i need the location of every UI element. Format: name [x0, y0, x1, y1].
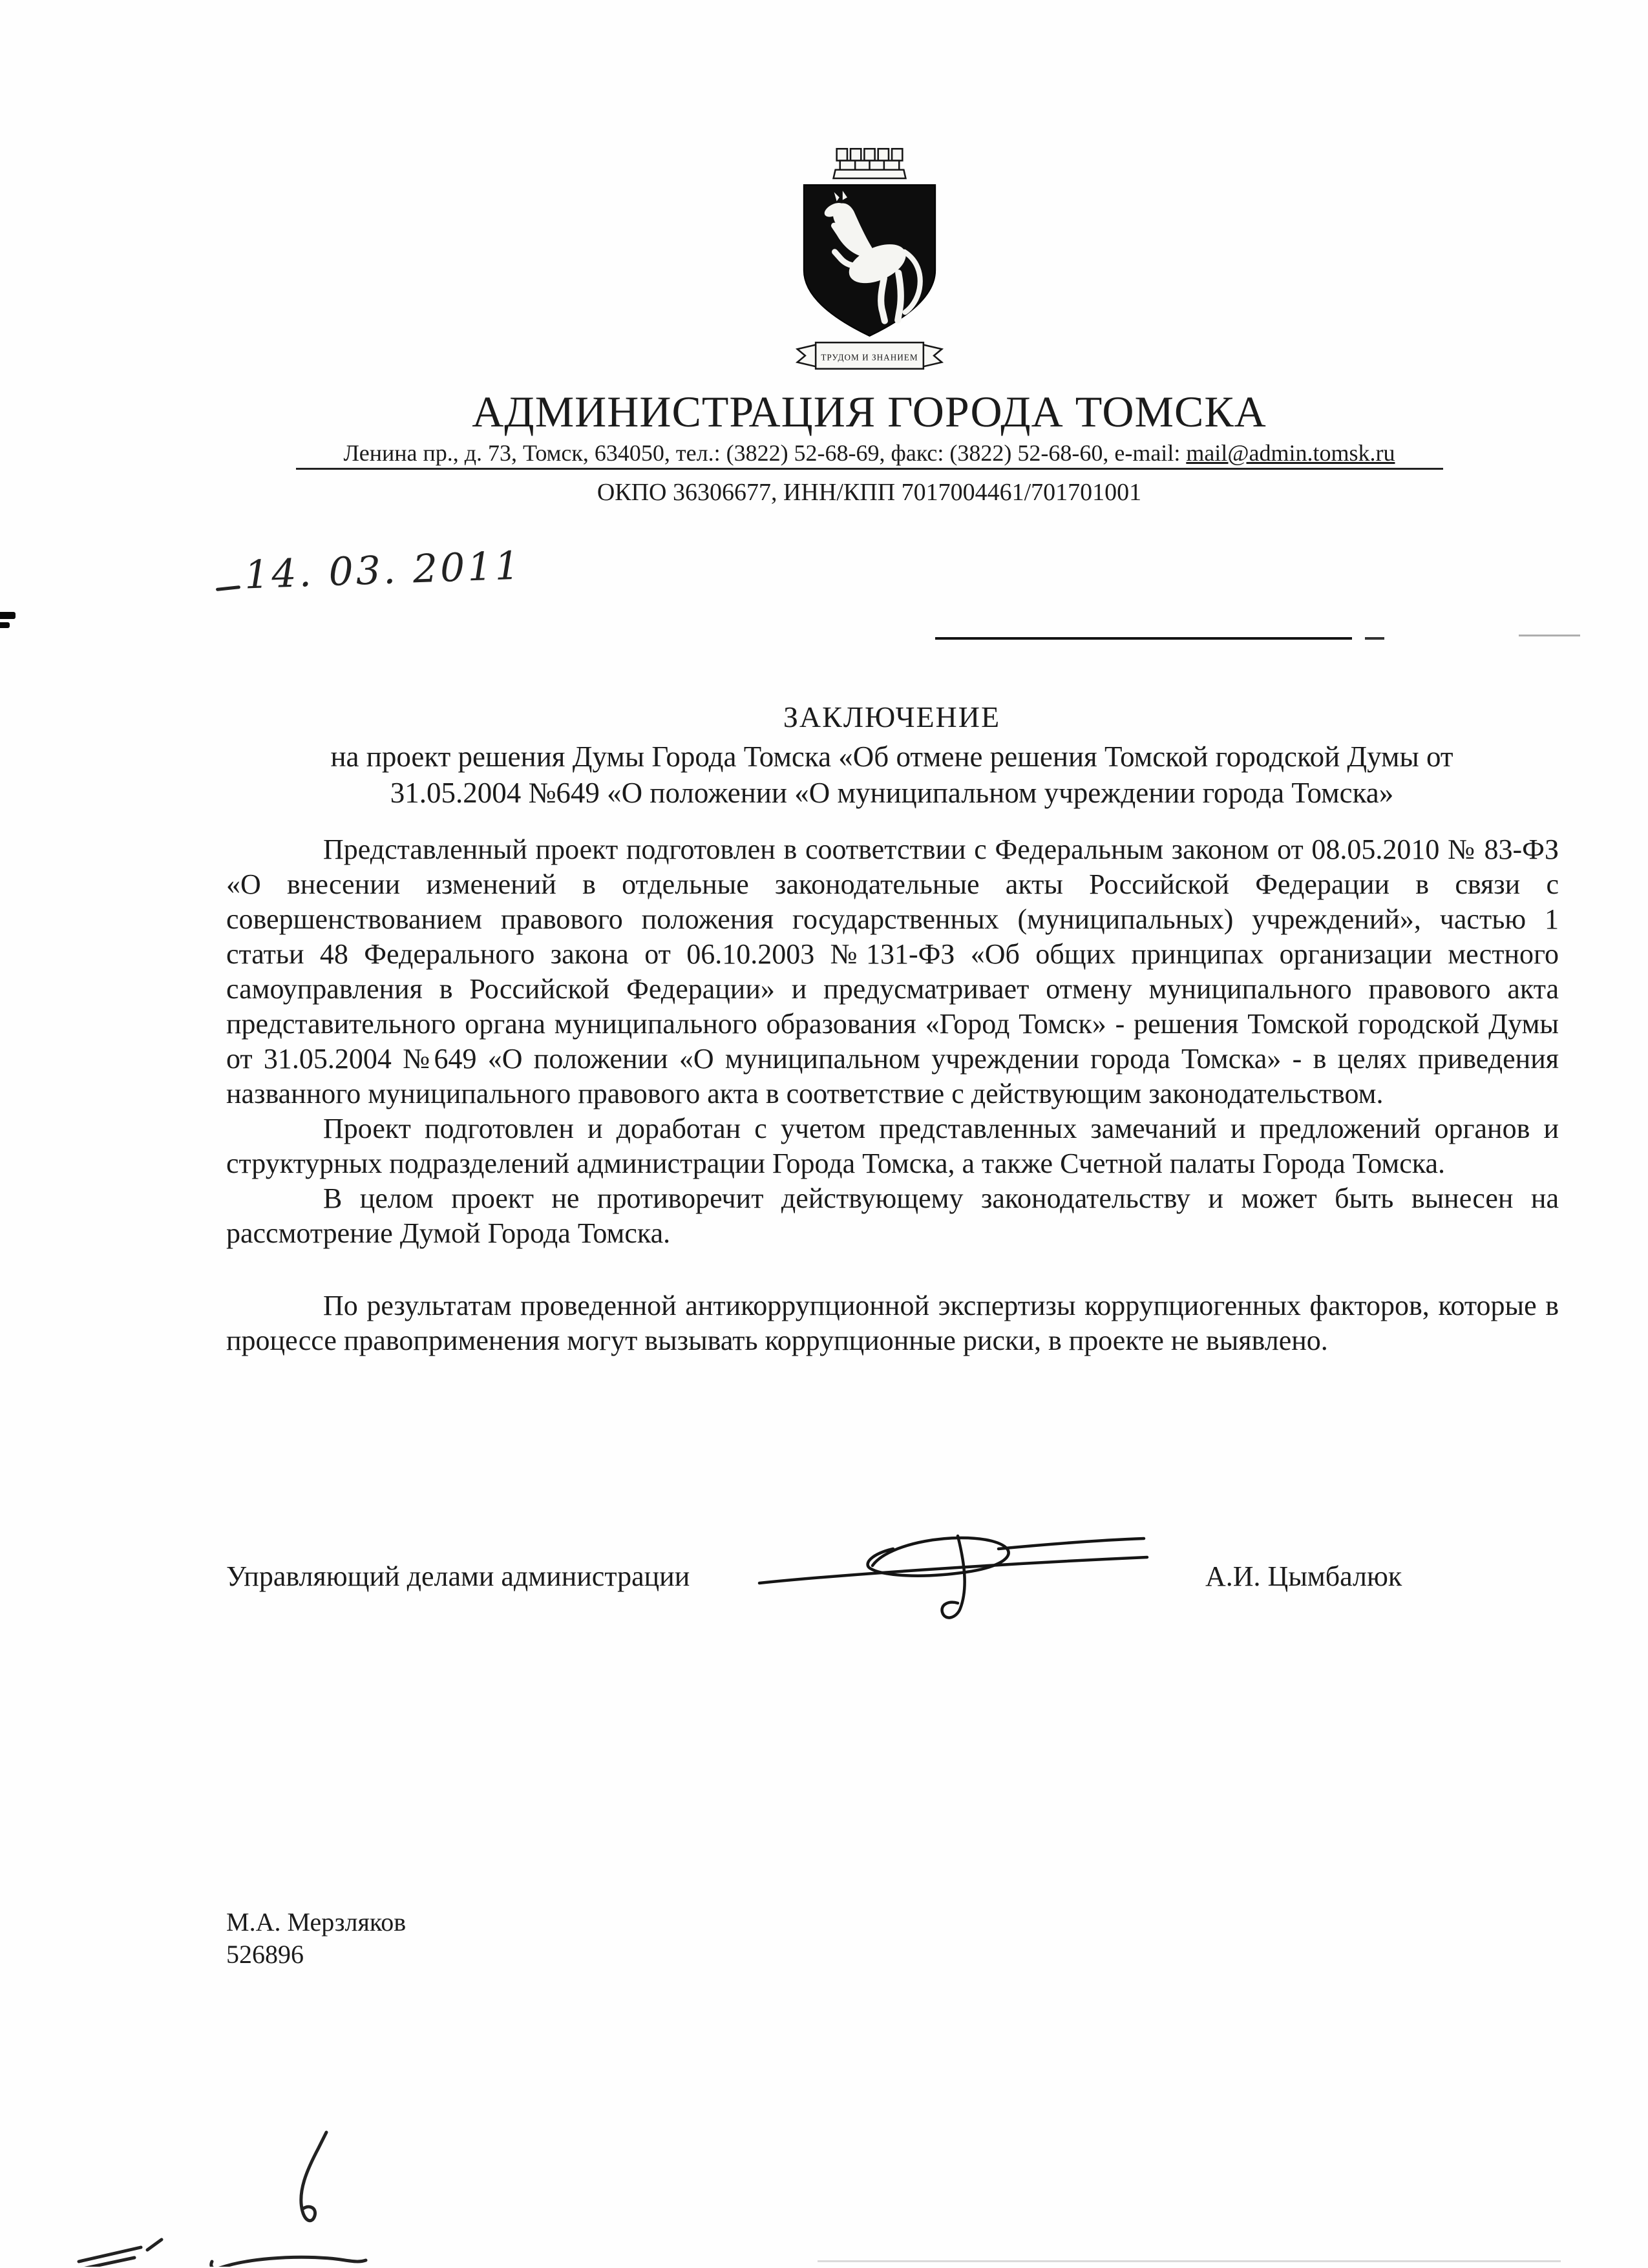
document-subtitle-line2: 31.05.2004 №649 «О положении «О муниципальном учреждении города Томска»: [390, 777, 1394, 809]
document-subtitle-line1: на проект решения Думы Города Томска «Об отмене решения Томской городской Думы от: [330, 740, 1453, 773]
signature-row: [226, 1560, 1558, 1612]
reference-rule-line: [935, 637, 1352, 640]
body-paragraph-1: Представленный проект подготовлен в соответствии с Федеральным законом от 08.05.2010 № 83-ФЗ «О внесении изменений в отдельные законодательные акты Российской Федерации в связи с совершенствованием правового положения государственных (муниципальных) учреждений», частью 1 статьи 48 Федерального закона от 06.10.2003 №131-ФЗ «Об общих принципах организации местного самоуправления в Российской Федерации» и предусматривает отмену муниципального правового акта представительного органа муниципального образования «Город Томск» - решения Томской городской Думы от 31.05.2004 №649 «О положении «О муниципальном учреждении города Томска» - в целях приведения названного муниципального правового акта в соответствие с действующим законодательством.: [226, 834, 1559, 1109]
executor-name: М.А. Мерзляков: [226, 1907, 407, 1937]
signer-position: Управляющий делами администрации: [226, 1560, 690, 1592]
scan-artifact-dash: [1519, 635, 1580, 636]
crown-icon: [833, 149, 905, 178]
title-block: [226, 701, 1558, 811]
letterhead-divider: [296, 468, 1443, 470]
address-text: Ленина пр., д. 73, Томск, 634050, тел.: (3822) 52-68-69, факс: (3822) 52-68-60, e-mail:: [343, 439, 1187, 466]
scan-artifact-edge: [0, 622, 10, 628]
body-paragraph-4: По результатам проведенной антикоррупционной экспертизы коррупциогенных факторов, которые в процессе правоприменения могут вызывать коррупционные риски, в проекте не выявлено.: [226, 1290, 1559, 1356]
organization-name: АДМИНИСТРАЦИЯ ГОРОДА ТОМСКА: [472, 387, 1267, 436]
document-title: ЗАКЛЮЧЕНИЕ: [783, 700, 1001, 733]
pen-underline-mark: [216, 585, 240, 591]
scan-artifact-smudge: [818, 2260, 1561, 2262]
signer-name: А.И. Цымбалюк: [1205, 1560, 1402, 1592]
scan-artifact-edge: [0, 612, 16, 619]
registration-codes: ОКПО 36306677, ИНН/КПП 7017004461/701701001: [597, 478, 1142, 506]
handwritten-date: 14. 03. 2011: [243, 543, 523, 598]
motto-ribbon-icon: [797, 342, 942, 369]
email-link: mail@admin.tomsk.ru: [1186, 439, 1395, 466]
letterhead: [207, 139, 1532, 506]
pen-scribbles: [52, 2100, 414, 2267]
tomsk-coat-of-arms-icon: [771, 139, 968, 379]
address-line: [207, 440, 1532, 466]
document-body: [226, 832, 1559, 1358]
body-paragraph-3: В целом проект не противоречит действующему законодательству и может быть вынесен на рассмотрение Думой Города Томска.: [226, 1182, 1559, 1249]
motto-text: ТРУДОМ И ЗНАНИЕМ: [820, 352, 918, 362]
body-paragraph-2: Проект подготовлен и доработан с учетом представленных замечаний и предложений органов и структурных подразделений администрации Города Томска, а также Счетной палаты Города Томска.: [226, 1113, 1559, 1179]
executor-phone: 526896: [226, 1940, 304, 1969]
reference-rule-dash: [1365, 637, 1384, 640]
executor-block: [226, 1906, 406, 1971]
